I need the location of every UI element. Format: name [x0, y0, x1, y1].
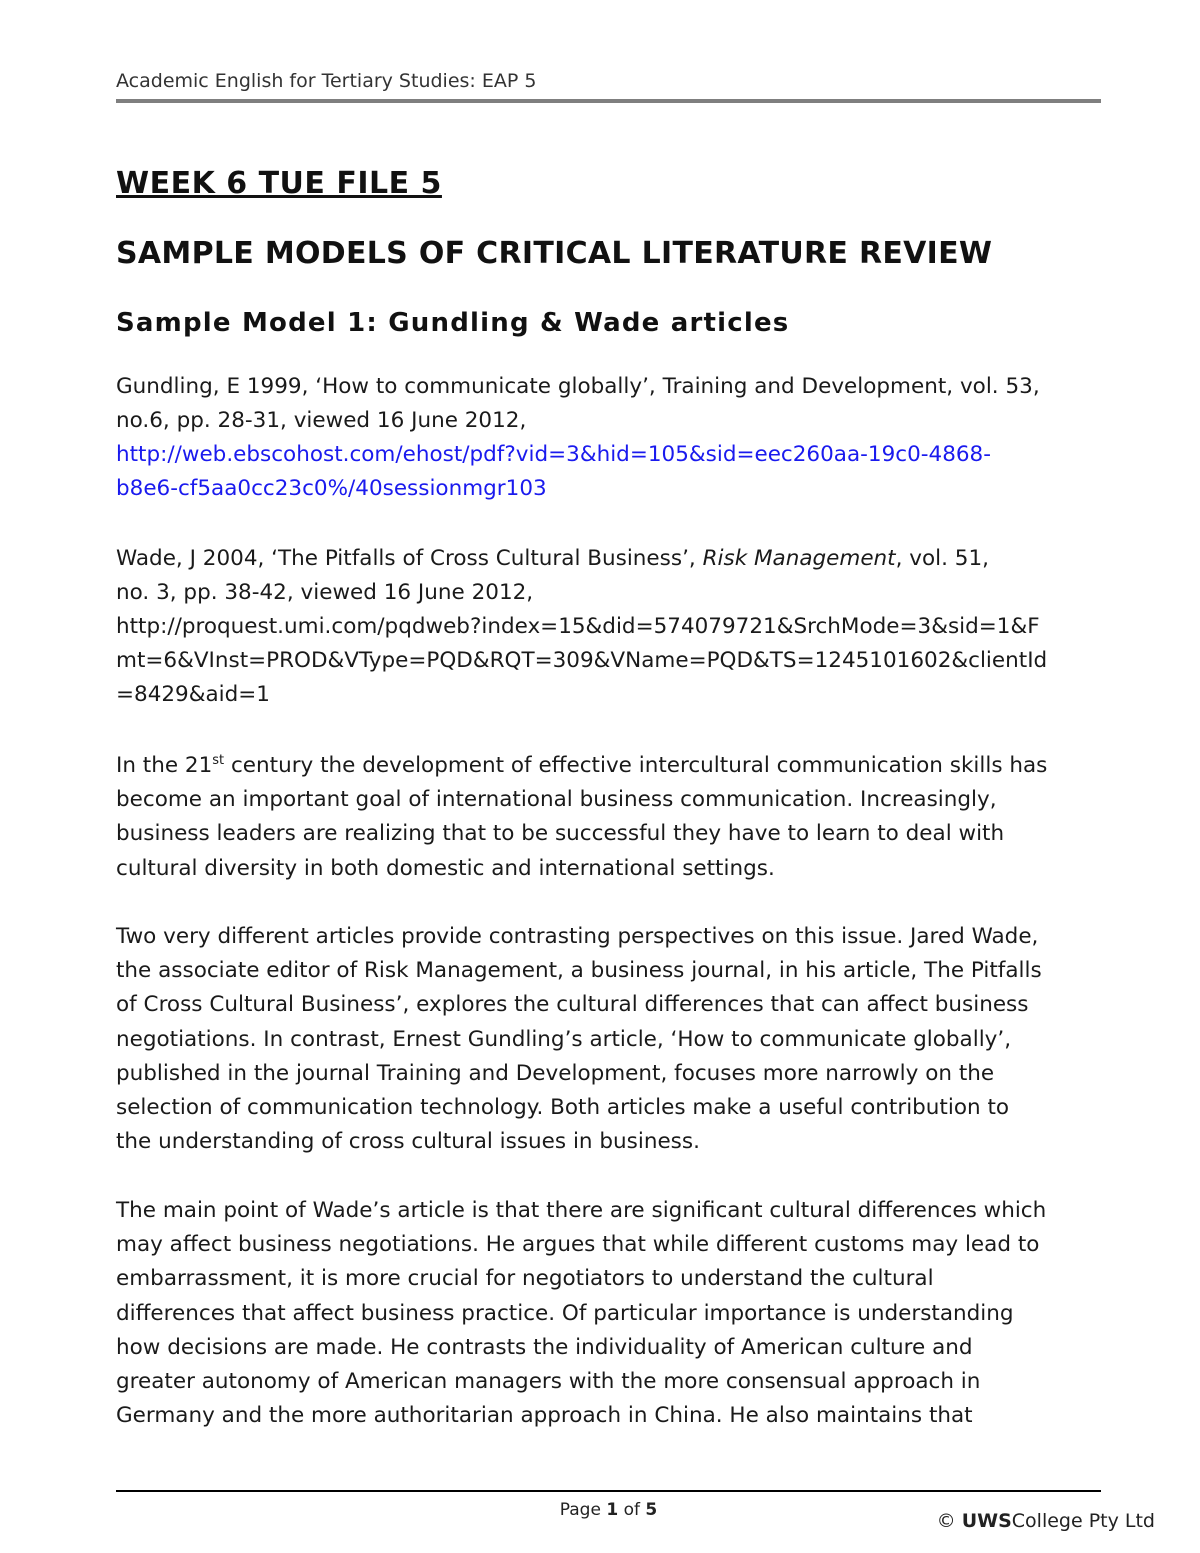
- sample-model-heading: Sample Model 1: Gundling & Wade articles: [116, 308, 790, 338]
- paragraph-wade-main-point: [116, 1194, 1116, 1433]
- reference-link[interactable]: b8e6-cf5aa0cc23c0%/40sessionmgr103: [116, 476, 547, 501]
- copyright-icon: ©: [936, 1510, 956, 1532]
- reference-line: [116, 542, 1116, 576]
- reference-link[interactable]: http://web.ebscohost.com/ehost/pdf?vid=3&hid=105&sid=eec260aa-19c0-4868-: [116, 442, 991, 467]
- paragraph-line: the associate editor of Risk Management, a business journal, in his article, The Pitfalls: [116, 958, 1042, 984]
- paragraph-line: business leaders are realizing that to be successful they have to learn to deal with: [116, 821, 1005, 847]
- paragraph-line: become an important goal of international business communication. Increasingly,: [116, 787, 997, 813]
- superscript: st: [212, 753, 225, 768]
- journal-title: Risk Management: [702, 546, 896, 571]
- reference-url: mt=6&VInst=PROD&VType=PQD&RQT=309&VName=PQD&TS=1245101602&clientId: [116, 648, 1048, 673]
- reference-gundling: [116, 370, 1116, 506]
- page-label: Page: [559, 1500, 601, 1520]
- paragraph-line: may affect business negotiations. He argues that while different customs may lead to: [116, 1232, 1040, 1258]
- paragraph-line: Two very different articles provide contrasting perspectives on this issue. Jared Wade,: [116, 924, 1039, 949]
- page-current: 1: [606, 1500, 619, 1520]
- paragraph-line: greater autonomy of American managers with the more consensual approach in: [116, 1369, 981, 1395]
- paragraph-line: how decisions are made. He contrasts the individuality of American culture and: [116, 1334, 973, 1360]
- paragraph-line: published in the journal Training and Development, focuses more narrowly on the: [116, 1060, 995, 1086]
- paragraph-line: negotiations. In contrast, Ernest Gundling’s article, ‘How to communicate globally’,: [116, 1026, 1012, 1052]
- reference-text: Wade, J 2004, ‘The Pitfalls of Cross Cultural Business’,: [116, 546, 703, 571]
- footer-rule: [116, 1490, 1101, 1492]
- reference-line: no.6, pp. 28-31, viewed 16 June 2012,: [116, 408, 527, 433]
- copyright-notice: [937, 1510, 1155, 1532]
- reference-url: =8429&aid=1: [116, 682, 270, 707]
- reference-wade: [116, 542, 1116, 712]
- reference-url: http://proquest.umi.com/pqdweb?index=15&did=574079721&SrchMode=3&sid=1&F: [116, 614, 1040, 639]
- reference-line: no. 3, pp. 38-42, viewed 16 June 2012,: [116, 580, 534, 605]
- paragraph-line: Germany and the more authoritarian approach in China. He also maintains that: [116, 1403, 973, 1429]
- paragraph-two-articles: [116, 920, 1116, 1159]
- text-run: century the development of effective intercultural communication skills has: [224, 753, 1048, 778]
- paragraph-line: selection of communication technology. Both articles make a useful contribution to: [116, 1095, 1010, 1121]
- text-run: In the 21: [116, 753, 213, 778]
- week-heading: WEEK 6 TUE FILE 5: [116, 166, 442, 201]
- paragraph-line: differences that affect business practice. Of particular importance is understanding: [116, 1300, 1014, 1326]
- page-total: 5: [645, 1500, 658, 1520]
- paragraph-line: cultural diversity in both domestic and international settings.: [116, 855, 775, 881]
- paragraph-line: The main point of Wade’s article is that there are significant cultural differences which: [116, 1198, 1047, 1223]
- copyright-text: College Pty Ltd: [1011, 1510, 1155, 1532]
- copyright-brand: UWS: [961, 1510, 1012, 1532]
- header-rule: [116, 99, 1101, 103]
- page-of: of: [623, 1500, 640, 1520]
- paragraph-line: the understanding of cross cultural issues in business.: [116, 1129, 700, 1155]
- reference-line: Gundling, E 1999, ‘How to communicate globally’, Training and Development, vol. 53,: [116, 374, 1040, 399]
- paragraph-line: of Cross Cultural Business’, explores the cultural differences that can affect business: [116, 992, 1029, 1018]
- reference-text: , vol. 51,: [895, 546, 989, 571]
- paragraph-line: embarrassment, it is more crucial for negotiators to understand the cultural: [116, 1266, 934, 1292]
- document-title: SAMPLE MODELS OF CRITICAL LITERATURE REVIEW: [116, 236, 993, 271]
- paragraph-line: [116, 749, 1116, 783]
- running-header: Academic English for Tertiary Studies: EAP 5: [116, 70, 537, 92]
- paragraph-intro: [116, 749, 1116, 886]
